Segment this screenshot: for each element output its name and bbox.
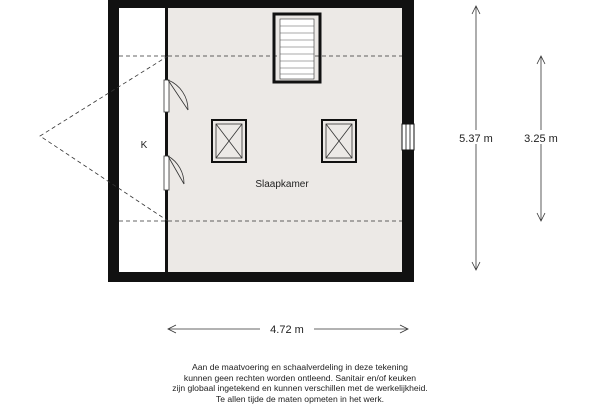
partition-lower: [165, 190, 168, 272]
partition-middle: [165, 112, 168, 156]
disclaimer-line: Te allen tijde de maten opmeten in het werk.: [215, 393, 385, 404]
disclaimer-line: Aan de maatvoering en schaalverdeling in deze tekening: [192, 362, 408, 372]
wall-right-upper: [402, 0, 414, 124]
window-right: [402, 124, 414, 150]
wall-left: [108, 0, 119, 282]
wall-right-lower: [402, 150, 414, 282]
stair: [274, 14, 320, 82]
wall-top: [108, 0, 414, 8]
dimension-depth-label: 5.37 m: [459, 133, 493, 145]
disclaimer-line: zijn globaal ingetekend en kunnen verschillen met de werkelijkheid.: [172, 383, 428, 394]
wall-bottom: [108, 272, 414, 282]
disclaimer-line: kunnen geen rechten worden ontleend. Sanitair en/of keuken: [183, 372, 417, 383]
room-label-storage: K: [140, 140, 148, 151]
partition-upper: [165, 8, 168, 80]
dimension-inner-label: 3.25 m: [524, 133, 558, 145]
dimension-width-label: 4.72 m: [270, 324, 304, 336]
room-label-bedroom: Slaapkamer: [255, 179, 309, 190]
disclaimer: [0, 362, 600, 404]
